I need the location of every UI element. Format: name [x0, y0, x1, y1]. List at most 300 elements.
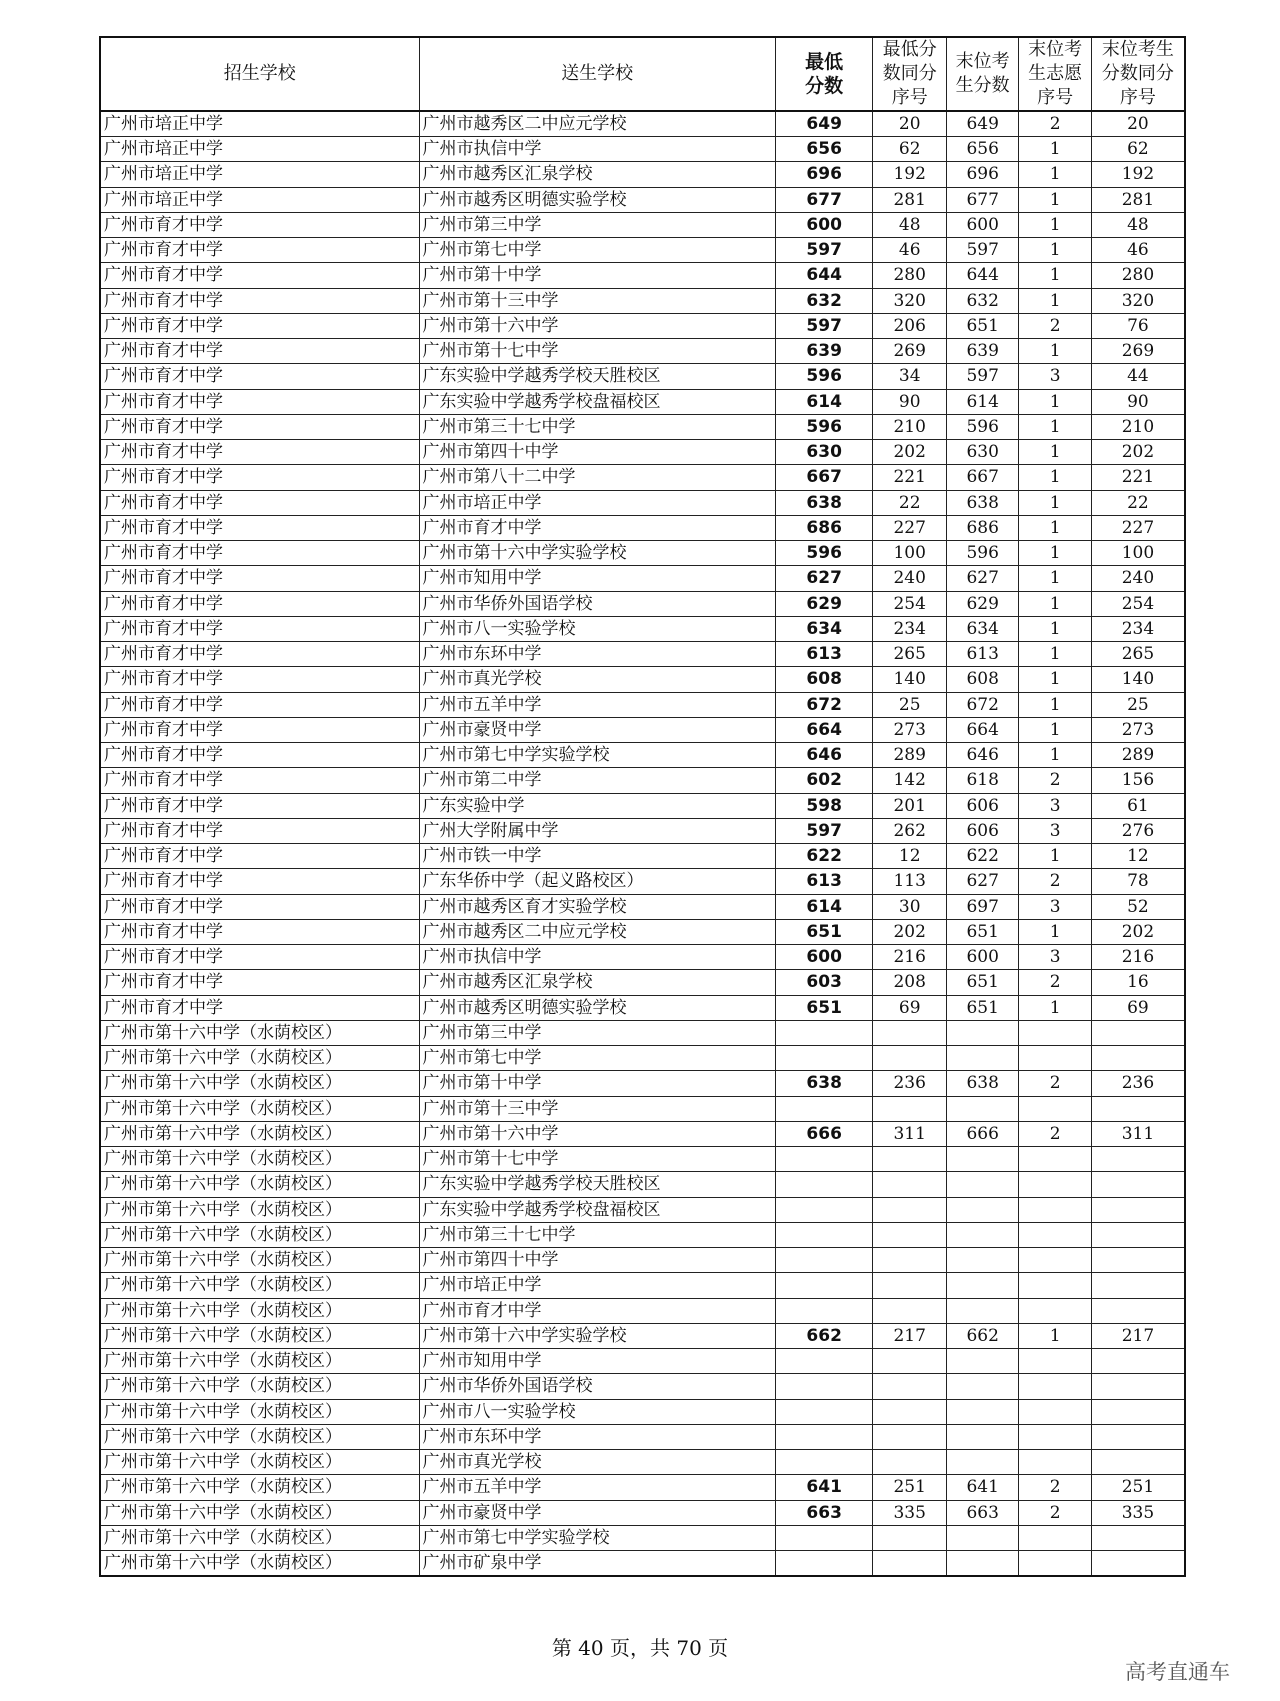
cell-enroll-school: 广州市第十六中学（水荫校区） [100, 1071, 419, 1096]
cell-send-school: 广东华侨中学（起义路校区） [419, 869, 775, 894]
cell-last-score [946, 1020, 1018, 1045]
cell-min-rank: 320 [873, 288, 946, 313]
cell-min-rank: 30 [873, 894, 946, 919]
cell-send-school: 广州大学附属中学 [419, 818, 775, 843]
cell-min-rank: 269 [873, 339, 946, 364]
table-row [100, 1222, 1185, 1247]
cell-enroll-school: 广州市培正中学 [100, 137, 419, 162]
cell-min-rank [873, 1096, 946, 1121]
cell-enroll-school: 广州市育才中学 [100, 566, 419, 591]
table-row [100, 1374, 1185, 1399]
cell-min-rank [873, 1551, 946, 1577]
table-row [100, 162, 1185, 187]
cell-last-pref: 2 [1019, 111, 1091, 137]
cell-enroll-school: 广州市第十六中学（水荫校区） [100, 1450, 419, 1475]
table-row [100, 465, 1185, 490]
cell-last-rank [1091, 1525, 1185, 1550]
cell-min-rank: 142 [873, 768, 946, 793]
cell-min-rank: 335 [873, 1500, 946, 1525]
cell-enroll-school: 广州市第十六中学（水荫校区） [100, 1424, 419, 1449]
cell-min-score: 646 [775, 743, 873, 768]
table-row [100, 1071, 1185, 1096]
cell-min-score [775, 1096, 873, 1121]
cell-last-pref: 1 [1019, 995, 1091, 1020]
cell-send-school: 广州市知用中学 [419, 1349, 775, 1374]
cell-enroll-school: 广州市第十六中学（水荫校区） [100, 1121, 419, 1146]
cell-send-school: 广州市真光学校 [419, 667, 775, 692]
cell-min-rank [873, 1525, 946, 1550]
cell-min-rank: 254 [873, 591, 946, 616]
cell-last-rank: 25 [1091, 692, 1185, 717]
cell-last-score [946, 1273, 1018, 1298]
table-row [100, 970, 1185, 995]
cell-min-rank: 281 [873, 187, 946, 212]
cell-last-score: 600 [946, 212, 1018, 237]
cell-last-rank: 61 [1091, 793, 1185, 818]
cell-last-score: 639 [946, 339, 1018, 364]
cell-last-rank: 48 [1091, 212, 1185, 237]
cell-last-score: 664 [946, 717, 1018, 742]
cell-last-rank: 216 [1091, 945, 1185, 970]
cell-min-score: 597 [775, 313, 873, 338]
cell-min-score: 598 [775, 793, 873, 818]
cell-last-rank: 311 [1091, 1121, 1185, 1146]
cell-min-score: 666 [775, 1121, 873, 1146]
cell-last-score: 606 [946, 818, 1018, 843]
cell-last-pref [1019, 1020, 1091, 1045]
cell-min-rank: 216 [873, 945, 946, 970]
cell-last-score: 646 [946, 743, 1018, 768]
cell-send-school: 广州市培正中学 [419, 1273, 775, 1298]
cell-last-score: 677 [946, 187, 1018, 212]
cell-min-rank: 62 [873, 137, 946, 162]
cell-last-score: 614 [946, 389, 1018, 414]
cell-last-pref: 1 [1019, 642, 1091, 667]
cell-min-rank: 208 [873, 970, 946, 995]
cell-last-score: 651 [946, 313, 1018, 338]
cell-send-school: 广东实验中学越秀学校天胜校区 [419, 364, 775, 389]
cell-last-score: 600 [946, 945, 1018, 970]
cell-send-school: 广州市第十七中学 [419, 1147, 775, 1172]
cell-min-score: 638 [775, 1071, 873, 1096]
cell-send-school: 广州市第十三中学 [419, 288, 775, 313]
cell-enroll-school: 广州市育才中学 [100, 389, 419, 414]
cell-last-score: 596 [946, 541, 1018, 566]
cell-min-rank: 46 [873, 238, 946, 263]
cell-enroll-school: 广州市育才中学 [100, 642, 419, 667]
cell-enroll-school: 广州市育才中学 [100, 692, 419, 717]
cell-last-score [946, 1147, 1018, 1172]
cell-min-rank [873, 1374, 946, 1399]
table-row [100, 919, 1185, 944]
cell-min-rank: 201 [873, 793, 946, 818]
cell-min-rank: 210 [873, 414, 946, 439]
cell-enroll-school: 广州市育才中学 [100, 894, 419, 919]
cell-enroll-school: 广州市育才中学 [100, 995, 419, 1020]
cell-last-pref: 1 [1019, 541, 1091, 566]
cell-min-rank: 273 [873, 717, 946, 742]
cell-last-rank: 234 [1091, 616, 1185, 641]
header-enroll-school: 招生学校 [100, 37, 419, 111]
cell-last-pref [1019, 1172, 1091, 1197]
table-row [100, 111, 1185, 137]
cell-min-score: 600 [775, 212, 873, 237]
cell-enroll-school: 广州市培正中学 [100, 162, 419, 187]
header-last-score: 末位考 生分数 [946, 37, 1018, 111]
cell-min-score: 597 [775, 238, 873, 263]
cell-enroll-school: 广州市第十六中学（水荫校区） [100, 1399, 419, 1424]
cell-send-school: 广州市育才中学 [419, 515, 775, 540]
cell-min-score: 596 [775, 364, 873, 389]
cell-min-rank: 289 [873, 743, 946, 768]
cell-enroll-school: 广州市育才中学 [100, 490, 419, 515]
cell-last-pref [1019, 1349, 1091, 1374]
cell-min-rank [873, 1349, 946, 1374]
cell-min-rank: 227 [873, 515, 946, 540]
cell-enroll-school: 广州市育才中学 [100, 970, 419, 995]
cell-last-pref: 3 [1019, 945, 1091, 970]
cell-enroll-school: 广州市第十六中学（水荫校区） [100, 1323, 419, 1348]
cell-send-school: 广州市第十七中学 [419, 339, 775, 364]
cell-last-score: 696 [946, 162, 1018, 187]
cell-send-school: 广州市第七中学实验学校 [419, 743, 775, 768]
cell-min-score [775, 1450, 873, 1475]
cell-send-school: 广东实验中学越秀学校盘福校区 [419, 389, 775, 414]
table-row [100, 137, 1185, 162]
cell-last-score: 666 [946, 1121, 1018, 1146]
cell-send-school: 广州市第三十七中学 [419, 414, 775, 439]
cell-last-score [946, 1424, 1018, 1449]
table-row [100, 894, 1185, 919]
cell-send-school: 广州市执信中学 [419, 137, 775, 162]
admission-table [99, 36, 1186, 1577]
cell-last-pref [1019, 1096, 1091, 1121]
cell-min-score: 627 [775, 566, 873, 591]
cell-enroll-school: 广州市第十六中学（水荫校区） [100, 1222, 419, 1247]
cell-min-rank: 206 [873, 313, 946, 338]
cell-last-rank: 69 [1091, 995, 1185, 1020]
cell-last-rank: 210 [1091, 414, 1185, 439]
cell-last-rank: 78 [1091, 869, 1185, 894]
cell-last-rank [1091, 1020, 1185, 1045]
table-row [100, 313, 1185, 338]
cell-send-school: 广州市越秀区育才实验学校 [419, 894, 775, 919]
cell-enroll-school: 广州市第十六中学（水荫校区） [100, 1197, 419, 1222]
cell-min-rank: 265 [873, 642, 946, 667]
cell-enroll-school: 广州市培正中学 [100, 187, 419, 212]
cell-last-pref: 2 [1019, 970, 1091, 995]
cell-send-school: 广州市八一实验学校 [419, 1399, 775, 1424]
cell-last-rank: 156 [1091, 768, 1185, 793]
table-row [100, 187, 1185, 212]
cell-last-score: 606 [946, 793, 1018, 818]
table-row [100, 1323, 1185, 1348]
cell-min-rank: 90 [873, 389, 946, 414]
cell-send-school: 广州市第十六中学 [419, 1121, 775, 1146]
cell-last-pref: 3 [1019, 793, 1091, 818]
cell-min-rank [873, 1020, 946, 1045]
table-row [100, 768, 1185, 793]
table-row [100, 642, 1185, 667]
cell-min-rank: 217 [873, 1323, 946, 1348]
cell-send-school: 广州市东环中学 [419, 1424, 775, 1449]
cell-min-score: 629 [775, 591, 873, 616]
cell-last-score: 634 [946, 616, 1018, 641]
cell-enroll-school: 广州市第十六中学（水荫校区） [100, 1046, 419, 1071]
cell-min-score [775, 1551, 873, 1577]
cell-last-pref [1019, 1374, 1091, 1399]
cell-last-rank: 46 [1091, 238, 1185, 263]
table-row [100, 869, 1185, 894]
cell-last-pref: 3 [1019, 818, 1091, 843]
cell-min-score [775, 1525, 873, 1550]
cell-send-school: 广州市豪贤中学 [419, 717, 775, 742]
cell-last-score [946, 1197, 1018, 1222]
cell-send-school: 广州市越秀区明德实验学校 [419, 187, 775, 212]
cell-last-pref [1019, 1551, 1091, 1577]
cell-enroll-school: 广州市第十六中学（水荫校区） [100, 1475, 419, 1500]
cell-min-rank: 236 [873, 1071, 946, 1096]
cell-send-school: 广州市第十中学 [419, 263, 775, 288]
cell-min-score: 638 [775, 490, 873, 515]
cell-last-rank [1091, 1424, 1185, 1449]
cell-send-school: 广州市华侨外国语学校 [419, 591, 775, 616]
cell-last-rank: 280 [1091, 263, 1185, 288]
cell-enroll-school: 广州市育才中学 [100, 263, 419, 288]
cell-last-score [946, 1046, 1018, 1071]
cell-last-rank [1091, 1172, 1185, 1197]
cell-send-school: 广州市五羊中学 [419, 1475, 775, 1500]
cell-last-score [946, 1399, 1018, 1424]
cell-min-rank [873, 1273, 946, 1298]
cell-min-score: 641 [775, 1475, 873, 1500]
cell-enroll-school: 广州市第十六中学（水荫校区） [100, 1500, 419, 1525]
cell-send-school: 广州市真光学校 [419, 1450, 775, 1475]
cell-enroll-school: 广州市第十六中学（水荫校区） [100, 1172, 419, 1197]
header-last-pref: 末位考 生志愿 序号 [1019, 37, 1091, 111]
cell-last-score: 613 [946, 642, 1018, 667]
cell-last-score: 644 [946, 263, 1018, 288]
cell-last-rank: 276 [1091, 818, 1185, 843]
cell-send-school: 广州市执信中学 [419, 945, 775, 970]
cell-last-pref [1019, 1197, 1091, 1222]
cell-send-school: 广州市第三中学 [419, 212, 775, 237]
cell-last-rank [1091, 1399, 1185, 1424]
table-row [100, 238, 1185, 263]
cell-enroll-school: 广州市育才中学 [100, 440, 419, 465]
cell-min-rank [873, 1222, 946, 1247]
cell-min-score: 677 [775, 187, 873, 212]
cell-last-score: 651 [946, 919, 1018, 944]
cell-min-rank [873, 1197, 946, 1222]
cell-min-score [775, 1197, 873, 1222]
cell-enroll-school: 广州市育才中学 [100, 541, 419, 566]
cell-min-rank: 48 [873, 212, 946, 237]
table-row [100, 1248, 1185, 1273]
cell-min-score: 667 [775, 465, 873, 490]
cell-min-score: 608 [775, 667, 873, 692]
cell-min-score: 596 [775, 414, 873, 439]
cell-send-school: 广州市越秀区汇泉学校 [419, 970, 775, 995]
cell-min-score [775, 1248, 873, 1273]
cell-last-pref: 1 [1019, 238, 1091, 263]
cell-send-school: 广州市第十六中学实验学校 [419, 1323, 775, 1348]
cell-min-rank: 202 [873, 919, 946, 944]
cell-min-score: 614 [775, 389, 873, 414]
cell-last-score [946, 1096, 1018, 1121]
cell-enroll-school: 广州市第十六中学（水荫校区） [100, 1551, 419, 1577]
table-row [100, 1399, 1185, 1424]
table-body [100, 111, 1185, 1576]
cell-last-score [946, 1374, 1018, 1399]
cell-enroll-school: 广州市第十六中学（水荫校区） [100, 1147, 419, 1172]
cell-min-rank [873, 1450, 946, 1475]
cell-last-pref: 3 [1019, 364, 1091, 389]
table-row [100, 364, 1185, 389]
cell-last-rank: 236 [1091, 1071, 1185, 1096]
table-row [100, 995, 1185, 1020]
cell-min-rank: 12 [873, 844, 946, 869]
cell-enroll-school: 广州市第十六中学（水荫校区） [100, 1298, 419, 1323]
cell-min-rank: 140 [873, 667, 946, 692]
table-row [100, 1298, 1185, 1323]
cell-send-school: 广州市第十三中学 [419, 1096, 775, 1121]
cell-enroll-school: 广州市育才中学 [100, 945, 419, 970]
cell-send-school: 广州市铁一中学 [419, 844, 775, 869]
cell-last-pref: 1 [1019, 616, 1091, 641]
cell-enroll-school: 广州市育才中学 [100, 339, 419, 364]
cell-last-pref: 1 [1019, 288, 1091, 313]
cell-last-pref: 1 [1019, 919, 1091, 944]
cell-min-rank: 20 [873, 111, 946, 137]
cell-enroll-school: 广州市第十六中学（水荫校区） [100, 1020, 419, 1045]
cell-min-rank: 22 [873, 490, 946, 515]
table-row [100, 566, 1185, 591]
cell-enroll-school: 广州市第十六中学（水荫校区） [100, 1374, 419, 1399]
cell-last-pref: 1 [1019, 515, 1091, 540]
cell-min-rank [873, 1248, 946, 1273]
cell-min-rank [873, 1399, 946, 1424]
cell-send-school: 广州市第七中学 [419, 1046, 775, 1071]
cell-min-score: 639 [775, 339, 873, 364]
cell-min-score: 622 [775, 844, 873, 869]
cell-send-school: 广州市第八十二中学 [419, 465, 775, 490]
cell-last-pref: 2 [1019, 1500, 1091, 1525]
cell-last-pref: 1 [1019, 844, 1091, 869]
cell-send-school: 广州市华侨外国语学校 [419, 1374, 775, 1399]
cell-enroll-school: 广州市育才中学 [100, 616, 419, 641]
cell-last-rank [1091, 1197, 1185, 1222]
cell-min-score: 603 [775, 970, 873, 995]
table-row [100, 1121, 1185, 1146]
cell-min-rank: 192 [873, 162, 946, 187]
table-row [100, 339, 1185, 364]
cell-last-score: 632 [946, 288, 1018, 313]
cell-last-pref: 2 [1019, 1071, 1091, 1096]
cell-last-rank: 202 [1091, 919, 1185, 944]
cell-min-score: 664 [775, 717, 873, 742]
cell-last-rank [1091, 1046, 1185, 1071]
cell-last-rank [1091, 1298, 1185, 1323]
table-row [100, 440, 1185, 465]
cell-min-score: 602 [775, 768, 873, 793]
table-row [100, 844, 1185, 869]
cell-min-score: 663 [775, 1500, 873, 1525]
table-row [100, 717, 1185, 742]
header-send-school: 送生学校 [419, 37, 775, 111]
cell-last-pref: 1 [1019, 263, 1091, 288]
cell-min-score: 672 [775, 692, 873, 717]
cell-last-rank: 100 [1091, 541, 1185, 566]
cell-last-pref [1019, 1525, 1091, 1550]
cell-min-rank: 221 [873, 465, 946, 490]
watermark: 高考直通车 [1125, 1660, 1230, 1684]
cell-last-pref [1019, 1248, 1091, 1273]
cell-last-rank: 227 [1091, 515, 1185, 540]
cell-min-score: 644 [775, 263, 873, 288]
cell-send-school: 广州市第七中学 [419, 238, 775, 263]
table-row [100, 263, 1185, 288]
table-row [100, 1551, 1185, 1577]
cell-send-school: 广州市越秀区二中应元学校 [419, 111, 775, 137]
cell-last-score: 627 [946, 869, 1018, 894]
cell-min-score: 662 [775, 1323, 873, 1348]
cell-last-pref: 1 [1019, 591, 1091, 616]
cell-send-school: 广州市第十六中学实验学校 [419, 541, 775, 566]
cell-enroll-school: 广州市培正中学 [100, 111, 419, 137]
cell-last-score: 662 [946, 1323, 1018, 1348]
cell-min-score: 596 [775, 541, 873, 566]
cell-min-score: 649 [775, 111, 873, 137]
cell-last-rank: 240 [1091, 566, 1185, 591]
cell-min-rank: 262 [873, 818, 946, 843]
cell-last-rank: 140 [1091, 667, 1185, 692]
cell-min-rank: 202 [873, 440, 946, 465]
cell-last-rank: 273 [1091, 717, 1185, 742]
cell-min-score: 613 [775, 869, 873, 894]
table-row [100, 1172, 1185, 1197]
table-row [100, 1349, 1185, 1374]
cell-last-score [946, 1298, 1018, 1323]
cell-enroll-school: 广州市育才中学 [100, 414, 419, 439]
cell-min-rank [873, 1298, 946, 1323]
cell-last-score: 663 [946, 1500, 1018, 1525]
cell-last-rank: 254 [1091, 591, 1185, 616]
cell-min-rank: 240 [873, 566, 946, 591]
cell-last-pref [1019, 1273, 1091, 1298]
cell-last-rank: 16 [1091, 970, 1185, 995]
cell-last-rank: 44 [1091, 364, 1185, 389]
table-row [100, 1020, 1185, 1045]
cell-last-rank: 76 [1091, 313, 1185, 338]
cell-last-score [946, 1172, 1018, 1197]
table-row [100, 1500, 1185, 1525]
cell-last-rank [1091, 1273, 1185, 1298]
cell-enroll-school: 广州市第十六中学（水荫校区） [100, 1248, 419, 1273]
cell-last-score [946, 1248, 1018, 1273]
cell-min-score [775, 1172, 873, 1197]
cell-last-rank [1091, 1096, 1185, 1121]
table-row [100, 1424, 1185, 1449]
cell-last-score: 672 [946, 692, 1018, 717]
table-row [100, 692, 1185, 717]
cell-send-school: 广州市第十中学 [419, 1071, 775, 1096]
cell-send-school: 广州市第二中学 [419, 768, 775, 793]
cell-min-rank [873, 1172, 946, 1197]
cell-send-school: 广州市越秀区汇泉学校 [419, 162, 775, 187]
table-row [100, 1450, 1185, 1475]
cell-enroll-school: 广州市育才中学 [100, 515, 419, 540]
